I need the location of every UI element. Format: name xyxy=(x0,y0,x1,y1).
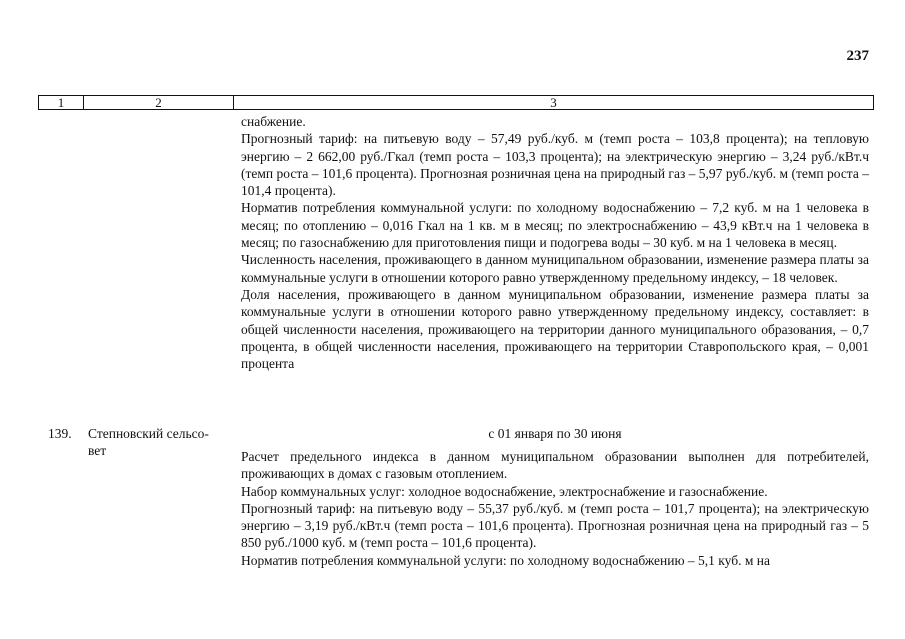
table-header-row xyxy=(38,95,874,110)
paragraph-population-share: Доля населения, проживающего в данном муниципальном образовании, изменение размера платы за коммунальные услуги в отношении которого равно утвержденному предельному индексу, составляет: в общей численности населения, проживающего на территории данного муниципального образования, – 0,7 процента, в общей численности населения, проживающего на территории Ставропольского края, – 0,001 процента xyxy=(241,286,869,372)
header-col-3: 3 xyxy=(550,95,557,110)
paragraph-forecast-tariff: Прогнозный тариф: на питьевую воду – 55,37 руб./куб. м (темп роста – 101,7 процента); на электрическую энергию – 3,19 руб./кВт.ч (темп роста – 101,6 процента). Прогнозная розничная цена на природный газ – 5 850 руб./1000 куб. м (темп роста – 101,6 процента). xyxy=(241,500,869,551)
paragraph-index-calculation: Расчет предельного индекса в данном муниципальном образовании выполнен для потребителей, проживающих в домах с газовым отоплением. xyxy=(241,449,869,482)
paragraph-services-set: Набор коммунальных услуг: холодное водоснабжение, электроснабжение и газоснабжение. xyxy=(241,483,768,499)
page-number: 237 xyxy=(846,48,869,64)
paragraph-supply-continuation: снабжение. xyxy=(241,114,306,129)
paragraph-population-count: Численность населения, проживающего в данном муниципальном образовании, изменение размера платы за коммунальные услуги в отношении которого равно утвержденному предельному индексу, – 18 человек. xyxy=(241,252,869,285)
paragraph-consumption-norm: Норматив потребления коммунальной услуги: по холодному водоснабжению – 7,2 куб. м на 1 человека в месяц; по отоплению – 0,016 Гкал на 1 кв. м в месяц; по электроснабжению – 43,9 кВт.ч на 1 человека в месяц; по газоснабжению для приготовления пищи и подогрева воды – 30 куб. м на 1 человека в месяц. xyxy=(241,200,869,251)
paragraph-consumption-norm: Норматив потребления коммунальной услуги: по холодному водоснабжению – 5,1 куб. м на xyxy=(241,552,770,568)
municipality-name-line-1: Степновский сельсо- xyxy=(88,426,209,441)
entry-139-text xyxy=(241,448,869,569)
paragraph-forecast-tariff: Прогнозный тариф: на питьевую воду – 57,49 руб./куб. м (темп роста – 103,8 процента); на тепловую энергию – 2 662,00 руб./Гкал (темп роста – 103,3 процента); на электрическую энергию – 3,24 руб./кВт.ч (темп роста – 101,6 процента). Прогнозная розничная цена на природный газ – 5,97 руб./куб. м (темп роста – 101,4 процента). xyxy=(241,131,869,199)
header-col-1: 1 xyxy=(39,96,84,109)
period-heading: с 01 января по 30 июня xyxy=(488,426,622,441)
municipality-name-line-2: вет xyxy=(88,443,107,458)
header-col-2: 2 xyxy=(84,96,234,109)
continued-entry-text xyxy=(241,113,869,372)
municipality-name xyxy=(88,425,232,459)
entry-number: 139. xyxy=(48,426,72,441)
